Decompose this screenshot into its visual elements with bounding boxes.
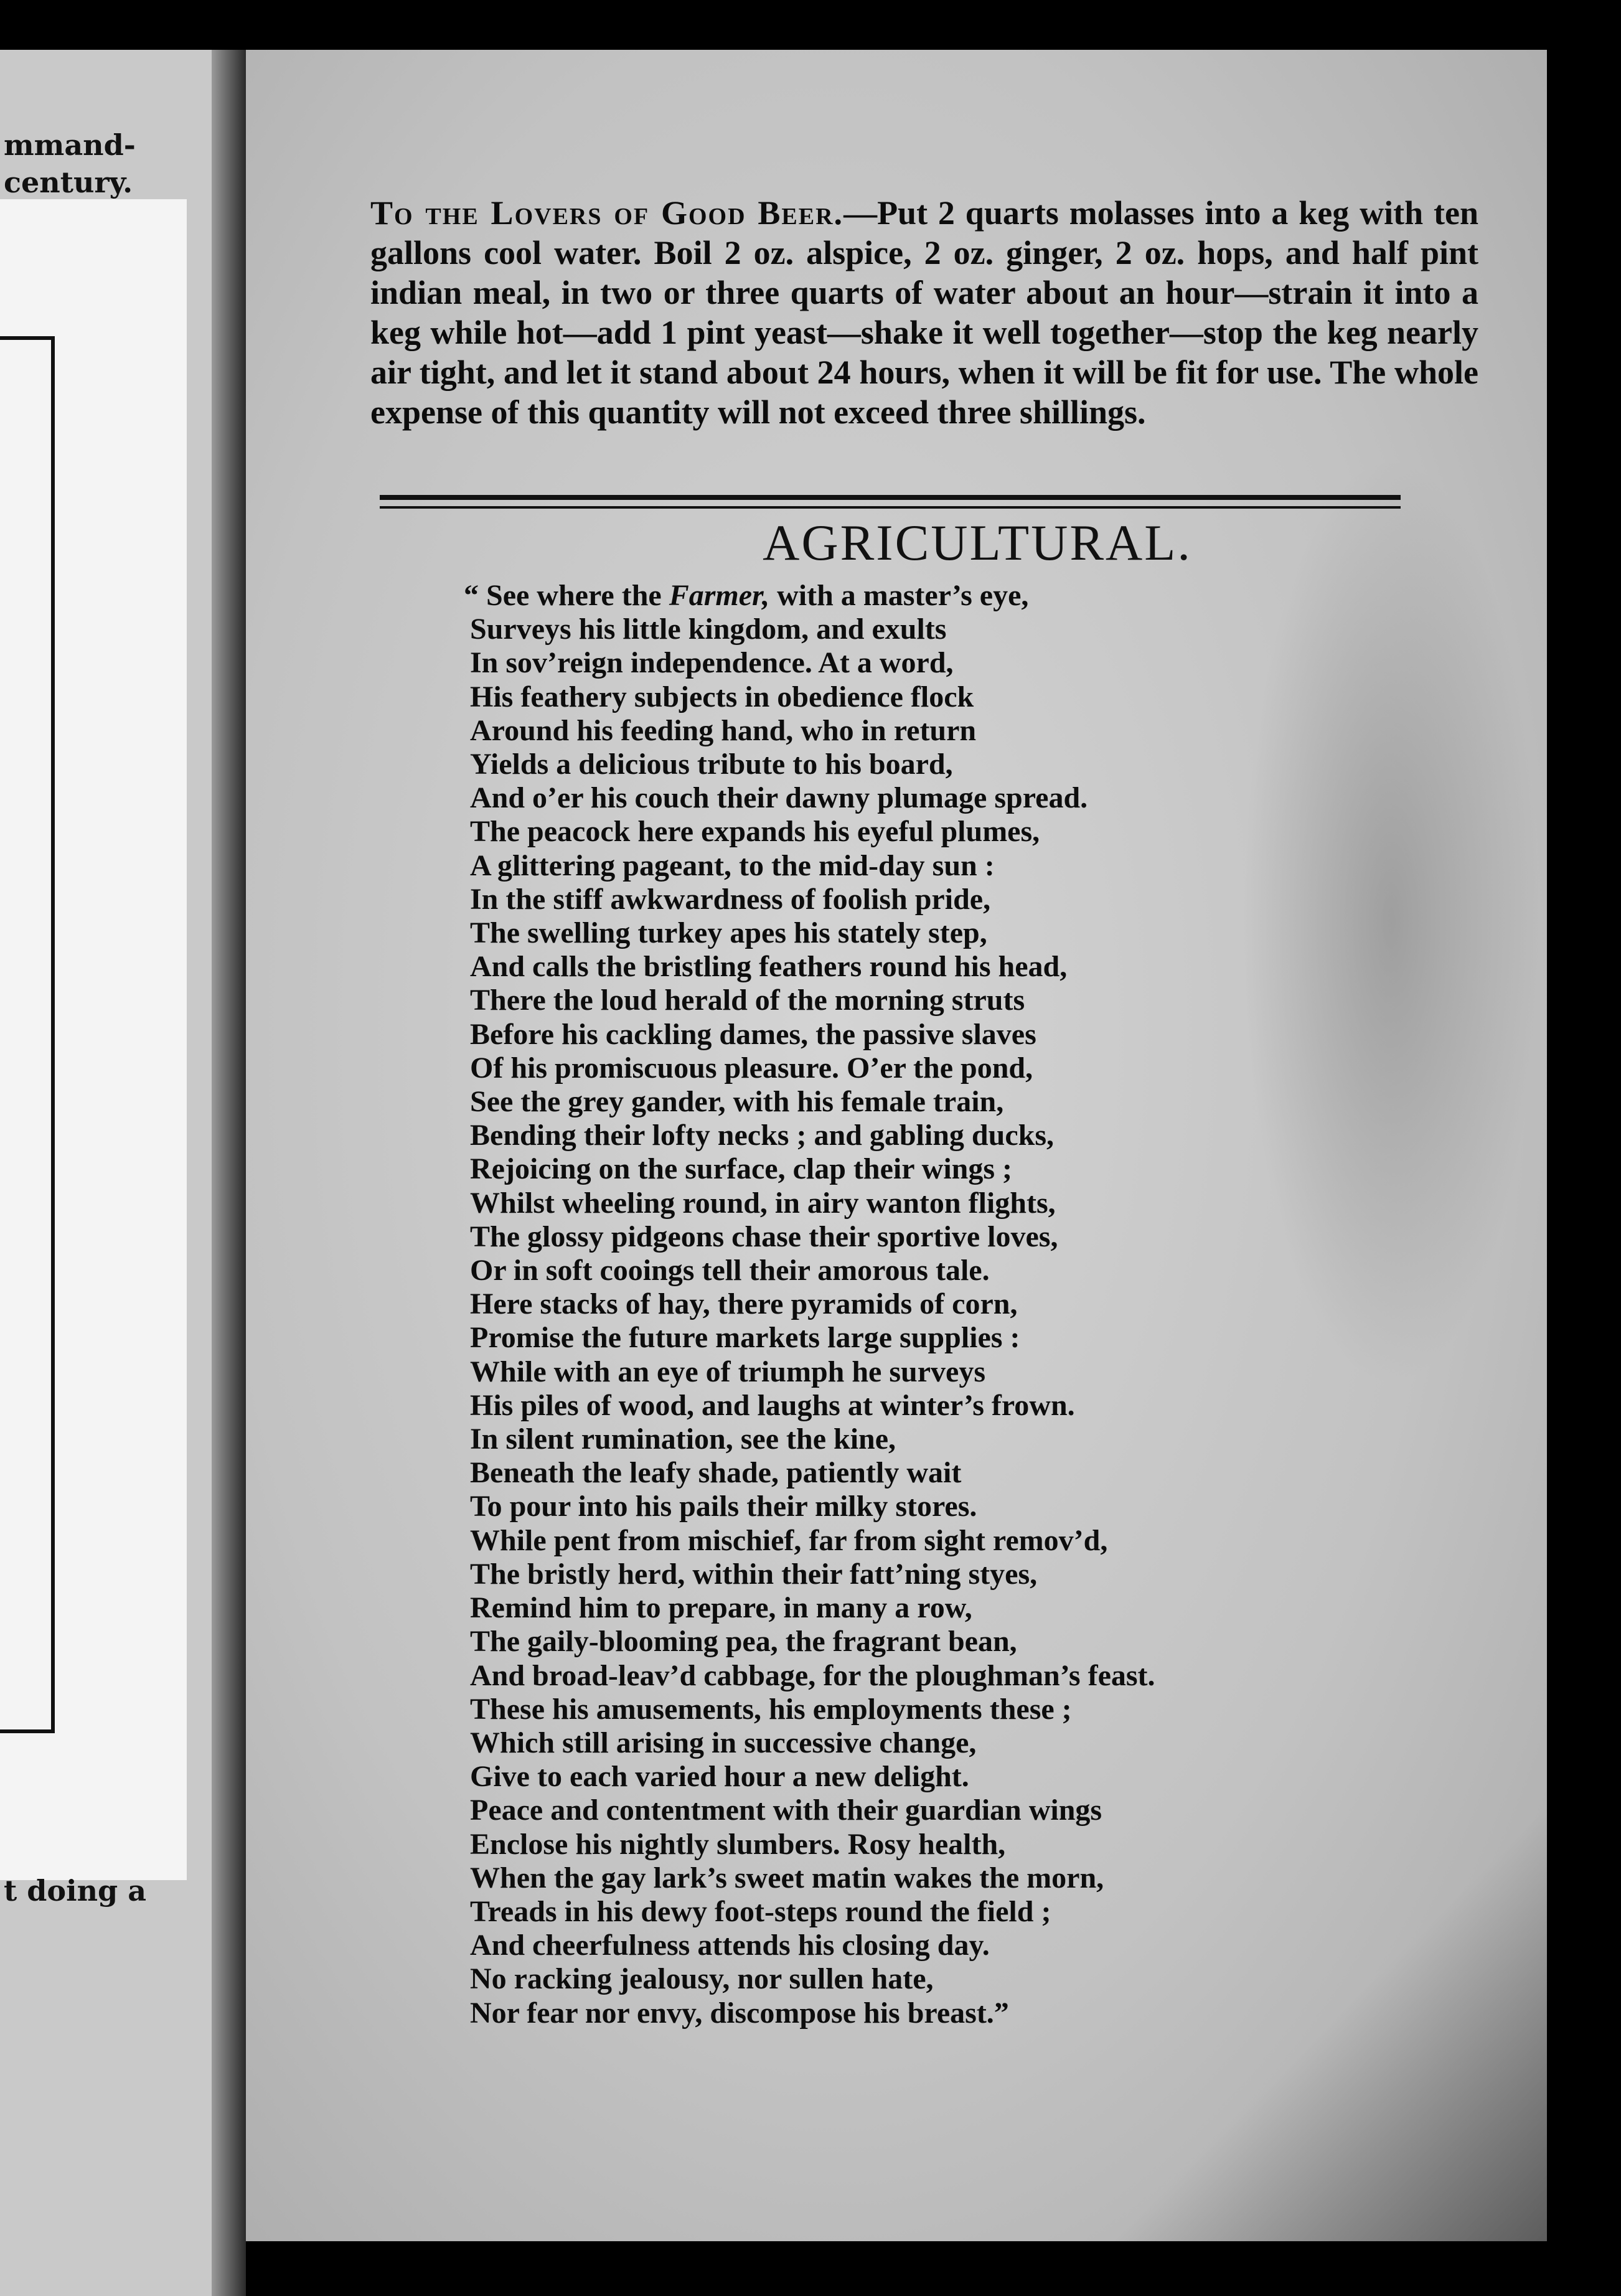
- poem-line: Promise the future markets large supplies :: [470, 1321, 1020, 1355]
- poem-line: The swelling turkey apes his stately step,: [470, 916, 987, 950]
- poem-line: The bristly herd, within their fatt’ning styes,: [470, 1557, 1038, 1591]
- section-divider-thick: [380, 495, 1401, 500]
- poem-line: In sov’reign independence. At a word,: [470, 646, 954, 680]
- gutter-shadow: [212, 50, 246, 2296]
- poem-line: When the gay lark’s sweet matin wakes the morn,: [470, 1861, 1104, 1894]
- newspaper-page: [246, 50, 1547, 2241]
- poem-line: Before his cackling dames, the passive slaves: [470, 1017, 1036, 1051]
- poem-line: Which still arising in successive change,: [470, 1726, 977, 1759]
- poem-line: Of his promiscuous pleasure. O’er the pond,: [470, 1051, 1033, 1084]
- poem-line: Rejoicing on the surface, clap their wings ;: [470, 1152, 1013, 1186]
- section-divider-thin: [380, 506, 1401, 509]
- poem-line: In the stiff awkwardness of foolish pride,: [470, 882, 991, 916]
- poem-line: Surveys his little kingdom, and exults: [470, 613, 947, 646]
- poem-line: Or in soft cooings tell their amorous tale.: [470, 1254, 990, 1287]
- poem-line: Remind him to prepare, in many a row,: [470, 1591, 972, 1625]
- poem-line: While with an eye of triumph he surveys: [470, 1355, 985, 1388]
- poem-line: Yields a delicious tribute to his board,: [470, 748, 953, 781]
- poem-line: Treads in his dewy foot-steps round the field ;: [470, 1894, 1051, 1928]
- facing-page-box-border: [0, 336, 55, 1733]
- poem-line: Whilst wheeling round, in airy wanton flights,: [470, 1186, 1056, 1220]
- poem-line: A glittering pageant, to the mid-day sun :: [470, 849, 995, 882]
- poem-line: His feathery subjects in obedience flock: [470, 680, 974, 713]
- poem-line: Around his feeding hand, who in return: [470, 713, 977, 747]
- poem: [464, 579, 1522, 2030]
- facing-page-text-fragment: mmand-: [4, 128, 136, 162]
- poem-line: Here stacks of hay, there pyramids of corn,: [470, 1287, 1018, 1321]
- section-heading: [246, 514, 1547, 572]
- section-title: AGRICULTURAL.: [763, 514, 1192, 571]
- poem-line: Give to each varied hour a new delight.: [470, 1760, 969, 1794]
- poem-line: No racking jealousy, nor sullen hate,: [470, 1962, 934, 1996]
- poem-line: The gaily-blooming pea, the fragrant bean,: [470, 1625, 1017, 1658]
- poem-line: And o’er his couch their dawny plumage spread.: [470, 781, 1088, 815]
- facing-page-text-fragment: t doing a: [4, 1874, 147, 1908]
- poem-line: Nor fear nor envy, discompose his breast.”: [470, 1996, 1009, 2030]
- poem-line: The glossy pidgeons chase their sportive loves,: [470, 1220, 1058, 1253]
- poem-line: See the grey gander, with his female train,: [470, 1085, 1004, 1119]
- beer-recipe-body: —Put 2 quarts molasses into a keg with ten gallons cool water. Boil 2 oz. alspice, 2 oz. ginger, 2 oz. hops, and half pint indian meal, in two or three quarts of water about an hour—strain it into a keg while hot—add 1 pint yeast—shake it well together—stop the keg nearly air tight, and let it stand about 24 hours, when it will be fit for use. The whole expense of this quantity will not exceed three shillings.: [370, 194, 1478, 431]
- poem-line: While pent from mischief, far from sight remov’d,: [470, 1523, 1108, 1557]
- beer-recipe-heading: To the Lovers of Good Beer.: [370, 194, 844, 232]
- poem-line: The peacock here expands his eyeful plumes,: [470, 815, 1040, 849]
- poem-line: His piles of wood, and laughs at winter’s frown.: [470, 1388, 1075, 1422]
- poem-line: “ See where the Farmer, with a master’s eye,: [464, 579, 1029, 612]
- poem-line: There the loud herald of the morning struts: [470, 984, 1025, 1017]
- poem-line: Enclose his nightly slumbers. Rosy health,: [470, 1827, 1006, 1861]
- poem-emphasis: Farmer,: [669, 579, 770, 612]
- poem-line: To pour into his pails their milky stores.: [470, 1490, 977, 1523]
- poem-line: Bending their lofty necks ; and gabling ducks,: [470, 1119, 1054, 1152]
- poem-line: In silent rumination, see the kine,: [470, 1423, 896, 1456]
- beer-recipe-paragraph: [370, 193, 1478, 432]
- poem-line: And calls the bristling feathers round his head,: [470, 950, 1068, 984]
- poem-line: Beneath the leafy shade, patiently wait: [470, 1456, 962, 1490]
- poem-line: These his amusements, his employments these ;: [470, 1692, 1072, 1726]
- poem-line: Peace and contentment with their guardian wings: [470, 1794, 1102, 1827]
- poem-line: And cheerfulness attends his closing day.: [470, 1929, 990, 1962]
- facing-page-text-fragment: century.: [4, 166, 133, 199]
- poem-line: And broad-leav’d cabbage, for the ploughman’s feast.: [470, 1658, 1155, 1692]
